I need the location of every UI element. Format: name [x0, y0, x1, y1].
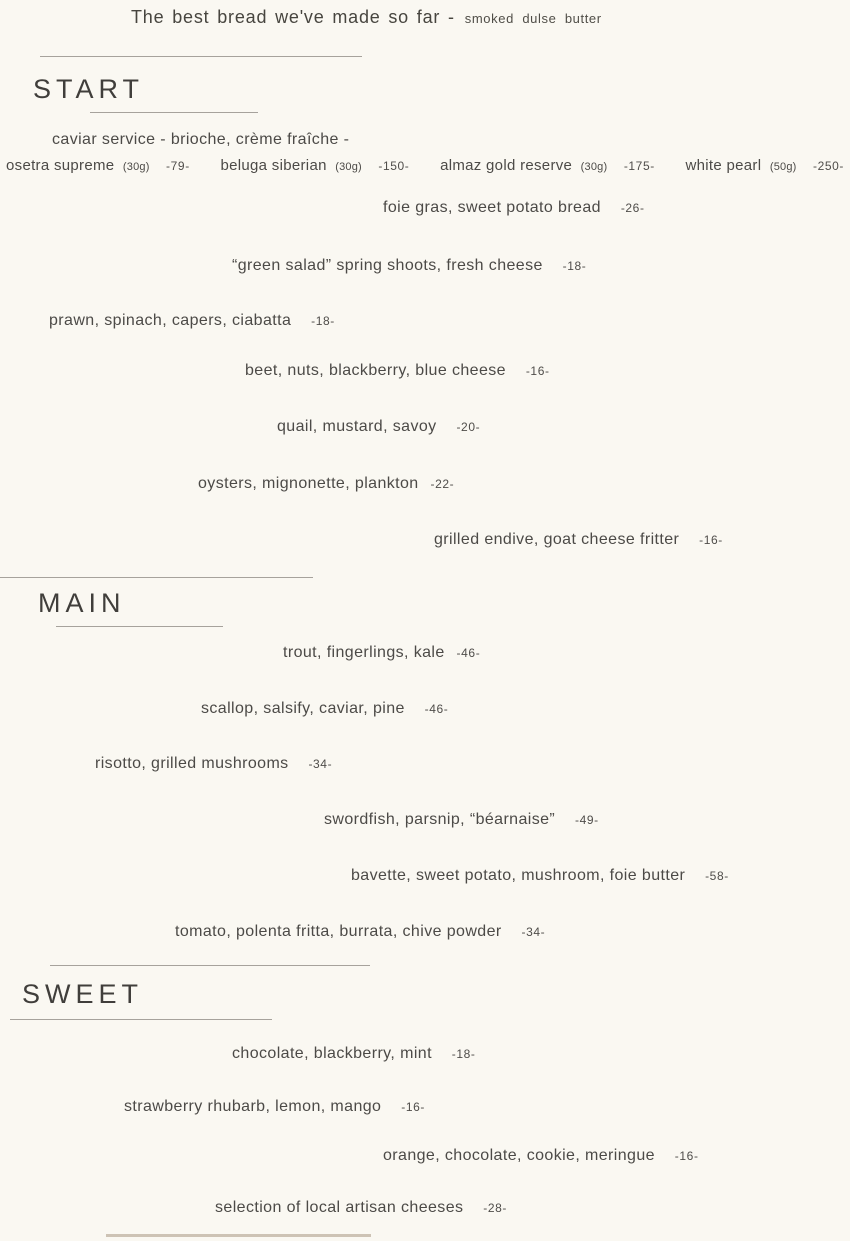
divider-sweet-above [50, 965, 370, 966]
caviar-variety [220, 157, 409, 174]
menu-item-trout [283, 644, 480, 662]
menu-tagline [131, 7, 602, 28]
section-heading-start: START [33, 74, 145, 104]
item-name: tomato, polenta fritta, burrata, chive powder [175, 923, 502, 940]
section-heading-main: MAIN [38, 588, 126, 618]
variety-size: (50g) [769, 161, 797, 173]
item-name: orange, chocolate, cookie, meringue [383, 1147, 655, 1164]
caviar-variety [686, 157, 844, 174]
divider-start-under [90, 112, 258, 113]
divider-main-above [0, 577, 313, 578]
menu-item-quail [277, 418, 480, 436]
caviar-variety [6, 157, 190, 174]
item-name: trout, fingerlings, kale [283, 644, 445, 661]
item-price: -16- [401, 1100, 425, 1114]
tagline-main: The best bread we've made so far - [131, 7, 455, 27]
item-price: -28- [483, 1201, 508, 1215]
item-price: -18- [562, 259, 587, 273]
item-name: risotto, grilled mushrooms [95, 755, 289, 772]
item-name: foie gras, sweet potato bread [383, 199, 601, 216]
menu-item-bavette [351, 867, 729, 885]
item-price: -26- [620, 201, 645, 215]
item-price: -16- [699, 533, 723, 547]
menu-item-swordfish [324, 811, 599, 829]
menu-item-caviar-service [52, 131, 349, 149]
menu-item-foie-gras [383, 199, 645, 217]
item-price: -34- [308, 757, 333, 771]
item-price: -49- [575, 813, 599, 827]
variety-name: osetra supreme [6, 157, 115, 174]
item-price: -20- [456, 420, 481, 434]
item-name: selection of local artisan cheeses [215, 1199, 464, 1216]
menu-item-tomato [175, 923, 545, 941]
caviar-varieties-row [6, 157, 844, 174]
item-price: -18- [311, 314, 335, 328]
item-price: -46- [424, 702, 449, 716]
item-name: “green salad” spring shoots, fresh cheese [232, 257, 543, 274]
variety-price: -150- [378, 159, 410, 173]
item-name: grilled endive, goat cheese fritter [434, 531, 680, 548]
item-name: bavette, sweet potato, mushroom, foie butter [351, 867, 686, 884]
menu-item-grilled-endive [434, 531, 723, 549]
item-name: oysters, mignonette, plankton [198, 475, 419, 492]
menu-item-chocolate [232, 1045, 476, 1063]
variety-size: (30g) [122, 161, 150, 173]
menu-item-scallop [201, 700, 448, 718]
menu-item-beet [245, 362, 550, 380]
item-name: prawn, spinach, capers, ciabatta [49, 312, 292, 329]
menu-item-oysters [198, 475, 454, 493]
item-price: -34- [521, 925, 546, 939]
caviar-variety [440, 157, 655, 174]
variety-price: -250- [812, 159, 844, 173]
item-name: swordfish, parsnip, “béarnaise” [324, 811, 556, 828]
divider-top [40, 56, 362, 57]
variety-name: beluga siberian [220, 157, 327, 174]
item-name: caviar service - brioche, crème fraîche - [52, 131, 350, 148]
item-price: -16- [525, 364, 550, 378]
item-price: -18- [451, 1047, 476, 1061]
menu-item-prawn [49, 312, 335, 330]
tagline-note: smoked dulse butter [464, 11, 602, 26]
menu-item-risotto [95, 755, 332, 773]
item-price: -16- [674, 1149, 699, 1163]
divider-bottom [106, 1234, 371, 1237]
menu-item-orange [383, 1147, 699, 1165]
item-name: beet, nuts, blackberry, blue cheese [245, 362, 506, 379]
variety-size: (30g) [580, 161, 608, 173]
variety-name: almaz gold reserve [440, 157, 573, 174]
item-price: -22- [430, 477, 455, 491]
menu-item-cheeses [215, 1199, 507, 1217]
menu-item-green-salad [232, 257, 586, 275]
variety-size: (30g) [335, 161, 362, 173]
item-price: -46- [456, 646, 481, 660]
variety-price: -79- [166, 159, 190, 173]
item-name: scallop, salsify, caviar, pine [201, 700, 405, 717]
menu-item-strawberry [124, 1098, 425, 1116]
divider-main-under [56, 626, 223, 627]
item-name: chocolate, blackberry, mint [232, 1045, 432, 1062]
variety-name: white pearl [685, 157, 762, 174]
item-name: quail, mustard, savoy [277, 418, 437, 435]
item-price: -58- [705, 869, 729, 883]
variety-price: -175- [623, 159, 655, 173]
section-heading-sweet: SWEET [22, 979, 144, 1009]
item-name: strawberry rhubarb, lemon, mango [124, 1098, 382, 1115]
divider-sweet-under [10, 1019, 272, 1020]
